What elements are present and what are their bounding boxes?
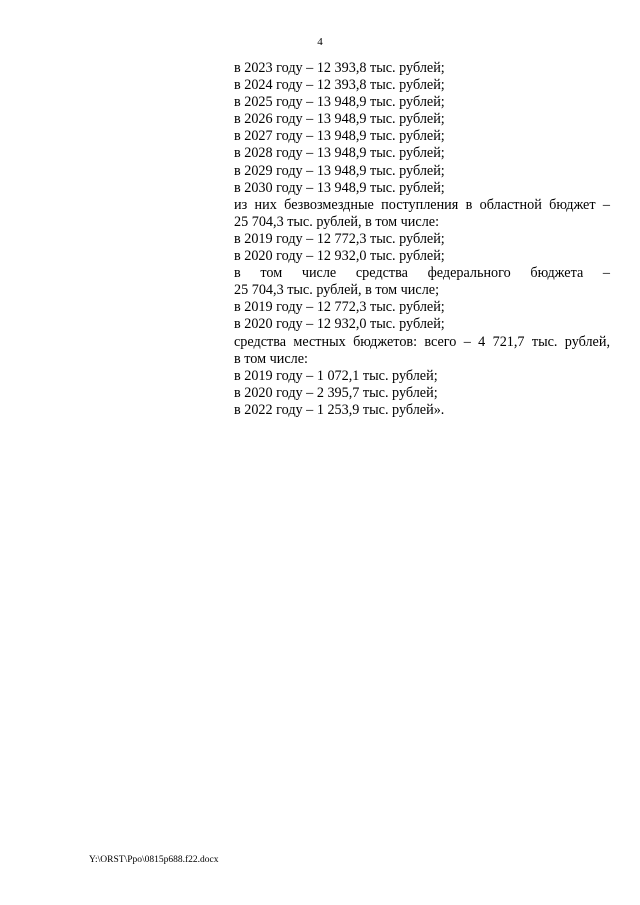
text-line: в 2019 году – 12 772,3 тыс. рублей; xyxy=(234,230,445,247)
text-line: 25 704,3 тыс. рублей, в том числе: xyxy=(234,213,440,230)
text-line: в 2024 году – 12 393,8 тыс. рублей; xyxy=(234,77,445,94)
text-line: в 2030 году – 13 948,9 тыс. рублей; xyxy=(234,179,445,196)
text-line: в том числе: xyxy=(234,350,308,367)
text-line: в 2027 году – 13 948,9 тыс. рублей; xyxy=(234,128,445,145)
text-line: в 2020 году – 2 395,7 тыс. рублей; xyxy=(234,384,438,401)
text-line: в 2020 году – 12 932,0 тыс. рублей; xyxy=(234,316,445,333)
text-line: в 2020 году – 12 932,0 тыс. рублей; xyxy=(234,248,445,265)
footer-file-path: Y:\ORST\Ppo\0815p688.f22.docx xyxy=(89,855,219,865)
text-line: в 2029 году – 13 948,9 тыс. рублей; xyxy=(234,162,445,179)
text-line: в том числе средства федерального бюджета – xyxy=(234,265,610,282)
page-number: 4 xyxy=(317,36,323,48)
text-line: в 2019 году – 12 772,3 тыс. рублей; xyxy=(234,299,445,316)
text-line: в 2022 году – 1 253,9 тыс. рублей». xyxy=(234,401,445,418)
text-line: из них безвозмездные поступления в областной бюджет – xyxy=(234,196,610,213)
text-line: в 2026 году – 13 948,9 тыс. рублей; xyxy=(234,111,445,128)
text-line: в 2023 году – 12 393,8 тыс. рублей; xyxy=(234,60,445,76)
text-line: в 2025 году – 13 948,9 тыс. рублей; xyxy=(234,94,445,111)
text-line: средства местных бюджетов: всего – 4 721,7 тыс. рублей, xyxy=(234,333,610,350)
text-line: в 2019 году – 1 072,1 тыс. рублей; xyxy=(234,367,438,384)
document-body xyxy=(234,60,610,419)
text-line: 25 704,3 тыс. рублей, в том числе; xyxy=(234,282,440,299)
text-line: в 2028 году – 13 948,9 тыс. рублей; xyxy=(234,145,445,162)
